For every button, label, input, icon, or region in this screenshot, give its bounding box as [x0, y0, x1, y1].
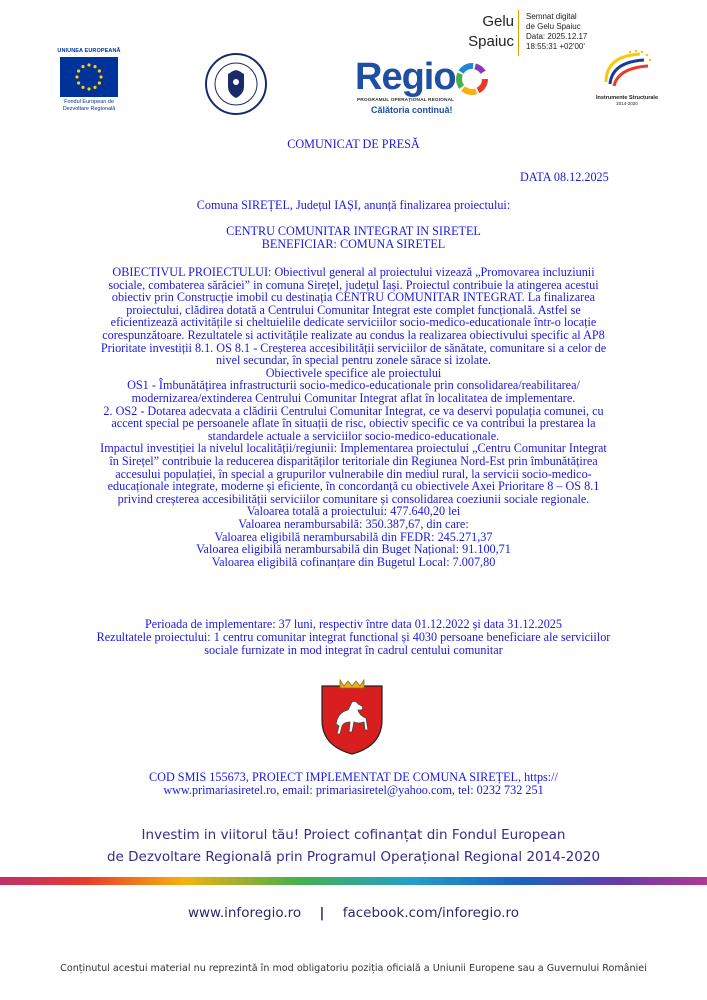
body-line: Impactul investiției la nivelul localității/regiunii: Implementarea proiectului „Centru Comunitar Integrat [100, 441, 607, 456]
body-line: Valoarea eligibilă nerambursabilă din FEDR: 245.271,37 [214, 529, 493, 544]
footer-rainbow-bar [0, 877, 707, 885]
body-line: Valoarea eligibilă nerambursabilă din Buget Național: 91.100,71 [196, 542, 511, 557]
results-line: Rezultatele proiectului: 1 centru comunitar integrat functional și 4030 persoane beneficiare ale serviciilor [96, 630, 611, 644]
body-line: modernizarea/extinderea Centrului Comunitar Integrat aflat în localitatea de implementare. [131, 391, 576, 405]
footer-investment-line: Investim in viitorul tău! Proiect cofinanțat din Fondul European [141, 827, 566, 843]
signature-details: Semnat digital de Gelu Spaiuc Data: 2025.12.17 18:55:31 +02'00' [526, 12, 588, 51]
body-line: OS1 - Îmbunătățirea infrastructurii socio-medico-educationale prin consolidarea/reabilitarea/ [127, 378, 580, 393]
footer-links [0, 905, 707, 921]
body-line: obiectiv prin Construcție imobil cu destinația CENTRU COMUNITAR INTEGRAT. La finalizarea [111, 290, 596, 305]
body-line: standardele actuale a serviciilor socio-medico-educationale. [207, 428, 500, 443]
inforegio-website-link[interactable]: www.inforegio.ro [187, 905, 302, 921]
body-line: proiectului, clădirea dotată a Centrului Comunitar Integrat este complet funcțională. Astfel se [126, 302, 581, 317]
body-line: 2. OS2 - Dotarea adecvata a clădirii Centrului Comunitar Integrat, ce va deservi populația comunei, cu [103, 403, 604, 418]
body-line: accesului populației, în special a grupurilor vulnerabile din mediul rural, la servicii socio-medico- [115, 466, 592, 481]
link-separator: | [319, 905, 325, 921]
results-line: sociale furnizate in mod integrat în cadrul centului comunitar [204, 643, 503, 657]
body-line: OBIECTIVUL PROIECTULUI: Obiectivul general al proiectului vizează „Promovarea incluziunii [112, 265, 595, 279]
body-line: Obiectivele specifice ale proiectului [265, 365, 442, 380]
body-line: sociale, combaterea sărăciei” in comuna Sirețel, județul Iași. Proiectul contribuie la atingerea acestui [108, 277, 599, 292]
body-line: nivel secundar, în special pentru zonele sărace si izolate. [216, 353, 491, 368]
announcement-line: Comuna SIREȚEL, Județul IAȘI, anunță finalizarea proiectului: [196, 198, 511, 212]
signature-name: Gelu Spaiuc [468, 13, 514, 50]
signature-divider [518, 10, 519, 56]
regio-logo [355, 56, 495, 122]
body-line: în Sirețel” contribuie la reducerea disparităților teritoriale din Regiunea Nord-Est prin îmbunătățirea [109, 454, 598, 468]
siretel-coat-of-arms-icon [318, 676, 386, 756]
body-line: Prioritate investiții 8.1. OS 8.1 - Creșterea accesibilității serviciilor de sănătate, comunitare si a celor de [100, 340, 607, 355]
document-date: DATA 08.12.2025 [520, 170, 609, 184]
body-line: Valoarea nerambursabilă: 350.387,67, din care: [238, 517, 469, 531]
body-line: privind creșterea accesibilității serviciilor comunitare și consolidarea coeziunii sociale regionale. [117, 491, 590, 506]
eu-logo-title: UNIUNEA EUROPEANĂ [57, 48, 121, 54]
document-title: COMUNICAT DE PRESĂ [287, 137, 420, 151]
structural-instruments-years: 2014-2020 [616, 101, 638, 106]
body-line: educaționale integrate, moderne și eficiente, în concordanță cu obiectivele Axei Prioritare 8 – OS 8.1 [107, 479, 600, 494]
body-line: accent special pe persoanele aflate în situații de risc, obiectiv specific ce va contribui la prestarea la [111, 416, 596, 431]
government-seal-icon [204, 52, 268, 116]
body-line: eficientizează activitățile si cheltuielile dedicate serviciilor socio-medico-educationale într-o locație [110, 315, 597, 330]
eu-logo [50, 48, 128, 112]
regio-rainbow-icon [455, 62, 489, 96]
eu-flag-icon [60, 57, 118, 97]
eu-logo-subtitle: Fondul European de Dezvoltare Regională [62, 99, 116, 112]
inforegio-facebook-link[interactable]: facebook.com/inforegio.ro [342, 905, 520, 921]
body-line: corespunzătoare. Rezultatele si activitățile realizate au condus la realizarea obiectivului specific al AP8 [102, 328, 605, 342]
regio-program-label: PROGRAMUL OPERAȚIONAL REGIONAL [357, 98, 455, 103]
regio-tagline: Călătoria continuă! [371, 105, 453, 115]
structural-instruments-title: Instrumente Structurale [595, 95, 659, 101]
project-name: CENTRU COMUNITAR INTEGRAT IN SIRETEL [226, 224, 481, 238]
body-line: Valoarea totală a proiectului: 477.640,20 lei [246, 504, 461, 519]
beneficiary: BENEFICIAR: COMUNA SIRETEL [261, 237, 446, 251]
body-line: Valoarea eligibilă cofinanțare din Bugetul Local: 7.007,80 [211, 554, 496, 569]
regio-wordmark: Regio [355, 56, 456, 98]
footer-disclaimer: Conținutul acestui material nu reprezintă în mod obligatoriu poziția oficială a Uniunii Europene sau a Guvernului României [60, 963, 647, 974]
footer-investment-line: de Dezvoltare Regională prin Programul Operațional Regional 2014-2020 [106, 849, 601, 865]
structural-instruments-logo [590, 48, 664, 106]
contact-line: www.primariasiretel.ro, email: primariasiretel@yahoo.com, tel: 0232 732 251 [163, 783, 544, 797]
period-line: Perioada de implementare: 37 luni, respectiv între data 01.12.2022 și data 31.12.2025 [145, 617, 562, 631]
structural-instruments-icon [600, 48, 654, 88]
contact-line: COD SMIS 155673, PROIECT IMPLEMENTAT DE COMUNA SIREȚEL, https:// [149, 770, 558, 784]
